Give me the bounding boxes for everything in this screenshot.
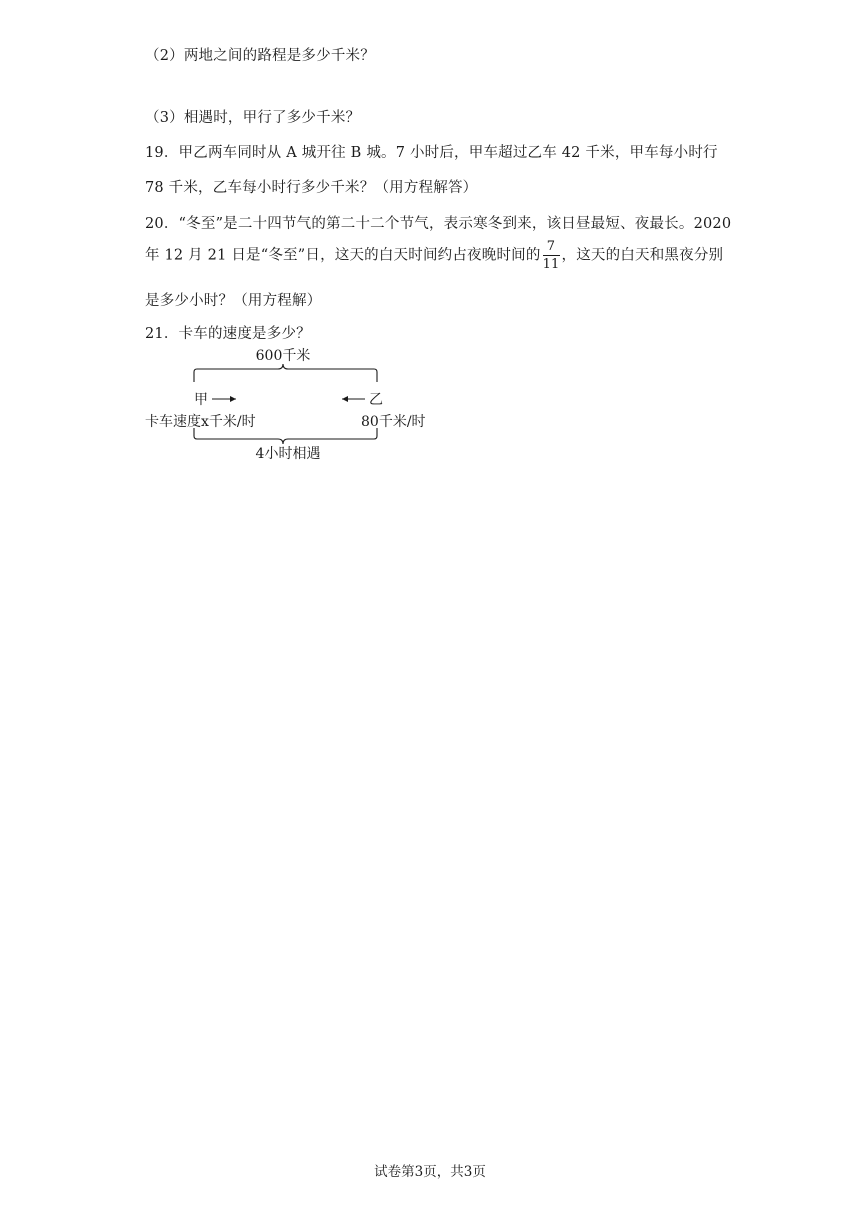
left-arrow-icon bbox=[342, 396, 348, 402]
question-20-line-3: 是多少小时？（用方程解） bbox=[145, 293, 322, 309]
right-arrow-icon bbox=[230, 396, 236, 402]
question-18-part-2: （2）两地之间的路程是多少千米？ bbox=[145, 48, 375, 64]
fraction-denominator: 11 bbox=[542, 257, 560, 272]
question-21: 21．卡车的速度是多少？ bbox=[145, 326, 311, 342]
bottom-brace bbox=[194, 428, 377, 444]
total-distance-label: 600千米 bbox=[255, 348, 311, 364]
fraction-numerator: 7 bbox=[543, 240, 560, 256]
question-18-part-3: （3）相遇时，甲行了多少千米？ bbox=[145, 110, 361, 126]
question-19-line-2: 78 千米，乙车每小时行多少千米？（用方程解答） bbox=[145, 180, 478, 196]
question-20-line-1: 20．“冬至”是二十四节气的第二十二个节气，表示寒冬到来，该日昼最短、夜最长。2020 bbox=[145, 216, 732, 232]
other-speed-label: 80千米/时 bbox=[361, 414, 426, 430]
page-footer: 试卷第3页，共3页 bbox=[374, 1164, 486, 1180]
jia-label: 甲 bbox=[194, 392, 208, 408]
meeting-diagram bbox=[140, 338, 440, 472]
meet-time-label: 4小时相遇 bbox=[255, 446, 321, 462]
yi-label: 乙 bbox=[369, 392, 383, 408]
truck-speed-label: 卡车速度x千米/时 bbox=[145, 414, 256, 430]
fraction bbox=[543, 240, 560, 271]
question-20-line-2-start: 年 12 月 21 日是“冬至”日，这天的白天时间约占夜晚时间的 bbox=[145, 247, 541, 264]
top-brace bbox=[194, 364, 377, 382]
question-20-line-2-end: ，这天的白天和黑夜分别 bbox=[561, 247, 724, 264]
question-19-line-1: 19．甲乙两车同时从 A 城开往 B 城。7 小时后，甲车超过乙车 42 千米，甲车每小时行 bbox=[145, 145, 718, 161]
diagram-svg bbox=[140, 338, 440, 468]
question-20-line-2 bbox=[145, 240, 723, 271]
